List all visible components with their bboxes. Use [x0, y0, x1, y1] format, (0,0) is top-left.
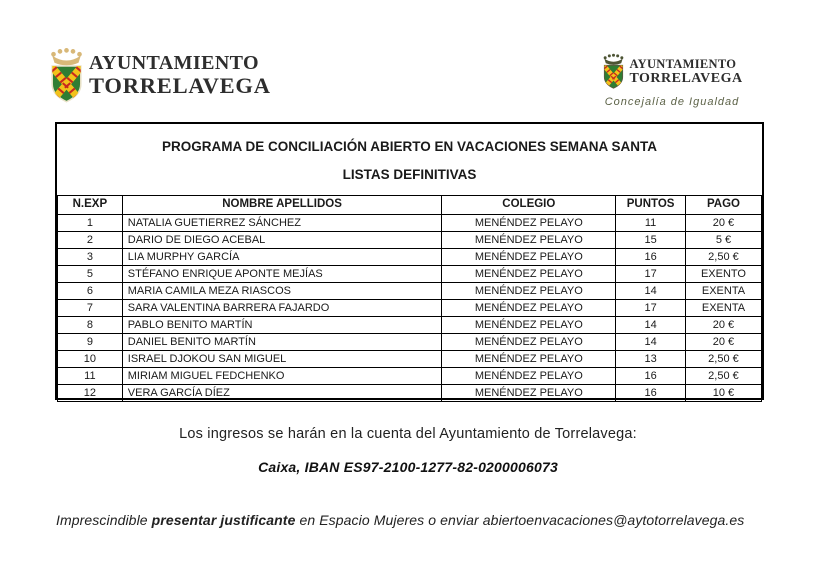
table-cell: 14 [616, 334, 686, 351]
program-list-box [55, 122, 764, 400]
table-cell: 11 [58, 368, 123, 385]
table-cell: 16 [616, 368, 686, 385]
table-cell: EXENTA [685, 300, 761, 317]
table-cell: MENÉNDEZ PELAYO [442, 368, 616, 385]
table-cell: 2,50 € [685, 249, 761, 266]
table-cell: 3 [58, 249, 123, 266]
torrelavega-crest-icon [601, 53, 626, 93]
logo-right-subtitle: Concejalía de Igualdad [604, 96, 740, 108]
table-row [58, 232, 762, 249]
table-row [58, 385, 762, 402]
table-cell: 15 [616, 232, 686, 249]
column-header-nombre: NOMBRE APELLIDOS [122, 196, 442, 215]
table-cell: 20 € [685, 317, 761, 334]
table-cell: MIRIAM MIGUEL FEDCHENKO [122, 368, 442, 385]
table-cell: STÉFANO ENRIQUE APONTE MEJÍAS [122, 266, 442, 283]
table-row [58, 351, 762, 368]
table-cell: 6 [58, 283, 123, 300]
table-cell: 14 [616, 317, 686, 334]
table-cell: MENÉNDEZ PELAYO [442, 232, 616, 249]
table-cell: 16 [616, 385, 686, 402]
table-row [58, 334, 762, 351]
table-row [58, 300, 762, 317]
table-cell: DARIO DE DIEGO ACEBAL [122, 232, 442, 249]
table-cell: MENÉNDEZ PELAYO [442, 249, 616, 266]
table-row [58, 283, 762, 300]
table-cell: ISRAEL DJOKOU SAN MIGUEL [122, 351, 442, 368]
document-title: PROGRAMA DE CONCILIACIÓN ABIERTO EN VACACIONES SEMANA SANTA [161, 139, 658, 154]
table-cell: 2,50 € [685, 368, 761, 385]
footer-note-bold: presentar justificante [151, 512, 296, 528]
column-header-pago: PAGO [685, 196, 761, 215]
participants-table [57, 195, 762, 402]
footer-note-prefix: Imprescindible [56, 512, 152, 528]
table-cell: PABLO BENITO MARTÍN [122, 317, 442, 334]
table-cell: MENÉNDEZ PELAYO [442, 317, 616, 334]
table-cell: 13 [616, 351, 686, 368]
table-cell: MENÉNDEZ PELAYO [442, 266, 616, 283]
logo-left-line2: TORRELAVEGA [89, 73, 271, 98]
table-cell: 10 € [685, 385, 761, 402]
table-cell: 5 [58, 266, 123, 283]
table-cell: 2,50 € [685, 351, 761, 368]
table-cell: EXENTA [685, 283, 761, 300]
table-cell: 11 [616, 215, 686, 232]
table-cell: 17 [616, 300, 686, 317]
table-cell: 20 € [685, 334, 761, 351]
table-cell: 1 [58, 215, 123, 232]
table-row [58, 266, 762, 283]
table-header-row [58, 196, 762, 215]
table-body [58, 215, 762, 402]
table-cell: SARA VALENTINA BARRERA FAJARDO [122, 300, 442, 317]
torrelavega-crest-icon [47, 47, 86, 109]
table-cell: NATALIA GUETIERREZ SÁNCHEZ [122, 215, 442, 232]
table-cell: MENÉNDEZ PELAYO [442, 351, 616, 368]
logo-torrelavega-left [47, 45, 271, 109]
table-cell: DANIEL BENITO MARTÍN [122, 334, 442, 351]
table-cell: 12 [58, 385, 123, 402]
table-cell: MENÉNDEZ PELAYO [442, 334, 616, 351]
table-cell: 16 [616, 249, 686, 266]
logo-torrelavega-right [596, 53, 748, 108]
footer-note [56, 512, 766, 528]
logo-right-line1: AYUNTAMIENTO [629, 57, 737, 71]
table-cell: VERA GARCÍA DÍEZ [122, 385, 442, 402]
column-header-colegio: COLEGIO [442, 196, 616, 215]
table-cell: MENÉNDEZ PELAYO [442, 283, 616, 300]
logo-right-line2: TORRELAVEGA [629, 71, 743, 86]
payment-info-text: Los ingresos se harán en la cuenta del Ayuntamiento de Torrelavega: [179, 426, 637, 442]
table-row [58, 368, 762, 385]
table-cell: 10 [58, 351, 123, 368]
column-header-nexp: N.EXP [58, 196, 123, 215]
document-subtitle: LISTAS DEFINITIVAS [342, 167, 477, 182]
table-cell: 8 [58, 317, 123, 334]
footer-note-suffix: en Espacio Mujeres o enviar abiertoenvacaciones@aytotorrelavega.es [295, 512, 745, 528]
table-cell: MARIA CAMILA MEZA RIASCOS [122, 283, 442, 300]
table-row [58, 249, 762, 266]
table-row [58, 317, 762, 334]
table-cell: 9 [58, 334, 123, 351]
table-cell: EXENTO [685, 266, 761, 283]
table-cell: 5 € [685, 232, 761, 249]
iban-text: Caixa, IBAN ES97-2100-1277-82-0200006073 [258, 459, 558, 475]
table-cell: 17 [616, 266, 686, 283]
table-cell: LIA MURPHY GARCÍA [122, 249, 442, 266]
table-cell: 20 € [685, 215, 761, 232]
table-cell: MENÉNDEZ PELAYO [442, 385, 616, 402]
table-cell: MENÉNDEZ PELAYO [442, 300, 616, 317]
table-cell: 2 [58, 232, 123, 249]
table-row [58, 215, 762, 232]
table-cell: MENÉNDEZ PELAYO [442, 215, 616, 232]
table-cell: 7 [58, 300, 123, 317]
column-header-puntos: PUNTOS [616, 196, 686, 215]
logo-left-line1: AYUNTAMIENTO [89, 52, 260, 74]
table-cell: 14 [616, 283, 686, 300]
